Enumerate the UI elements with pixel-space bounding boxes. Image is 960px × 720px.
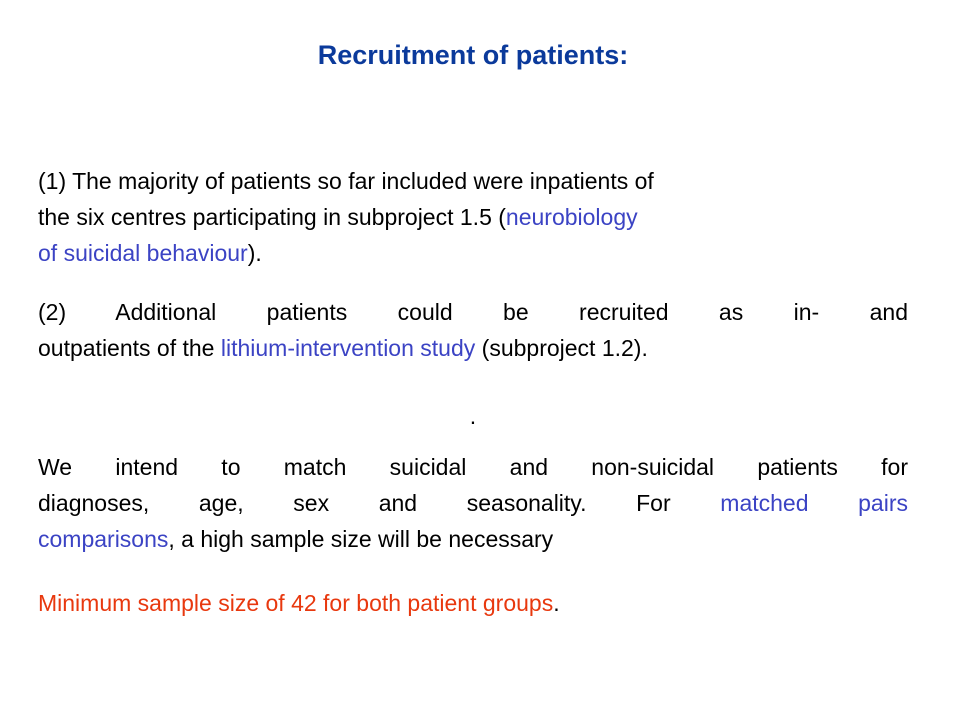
highlight-suicidal-behaviour: of suicidal behaviour (38, 240, 248, 266)
text-line: of suicidal behaviour). (38, 240, 262, 266)
text-line: diagnoses, age, sex and seasonality. For matched pairs (38, 490, 908, 516)
highlight-neurobiology: neurobiology (505, 204, 638, 230)
text-line: (1) The majority of patients so far included were inpatients of (38, 168, 654, 194)
highlight-comparisons: comparisons (38, 526, 169, 552)
highlight-matched-pairs: matched pairs (720, 490, 908, 516)
separator-dot: . (469, 403, 477, 429)
paragraph-majority-inpatients (38, 163, 908, 271)
slide-title: Recruitment of patients: (317, 40, 629, 70)
highlight-lithium-study: lithium-intervention study (220, 335, 476, 361)
paragraph-minimum-sample (38, 585, 908, 621)
text-line: the six centres participating in subproject 1.5 (neurobiology (38, 204, 638, 230)
text-line: (2) Additional patients could be recruited as in- and (38, 299, 908, 325)
paragraph-matching-intent (38, 449, 908, 557)
text-line: comparisons, a high sample size will be necessary (38, 526, 554, 552)
paragraph-additional-patients (38, 294, 908, 366)
text-line: outpatients of the lithium-intervention study (subproject 1.2). (38, 335, 648, 361)
text-line: Minimum sample size of 42 for both patient groups. (38, 590, 560, 616)
text-line: We intend to match suicidal and non-suicidal patients for (38, 454, 908, 480)
highlight-minimum-sample: Minimum sample size of 42 for both patient groups (38, 590, 554, 616)
